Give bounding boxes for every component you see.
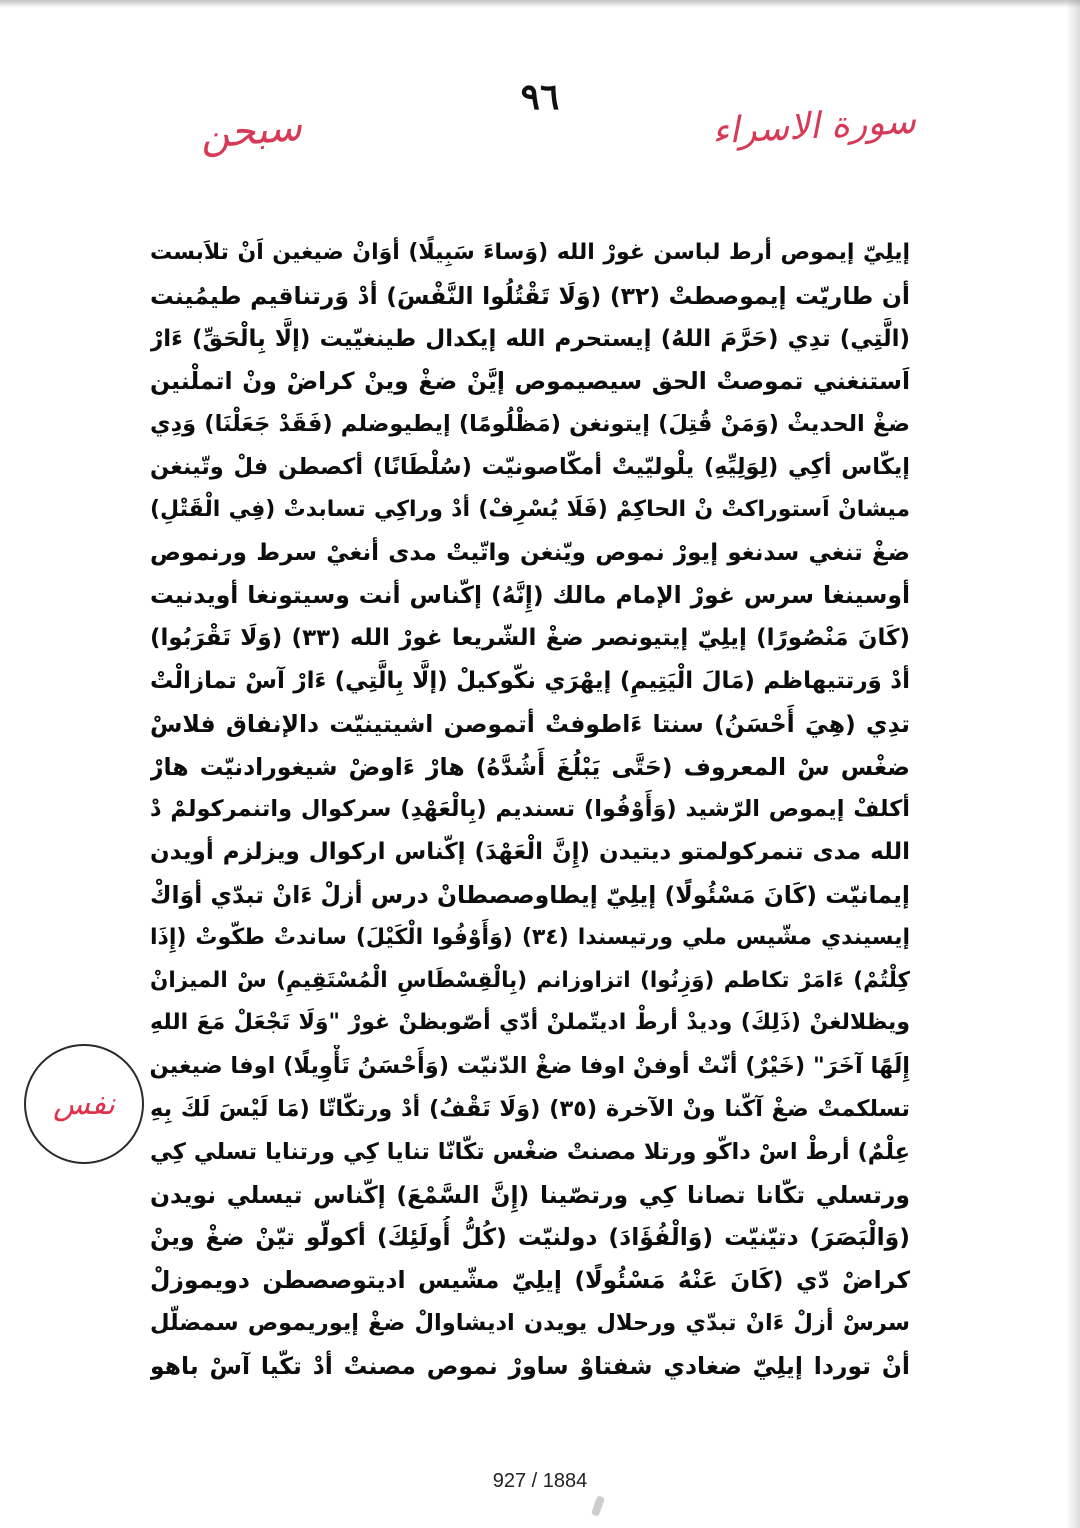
text-line: تسلكمتْ ضغْ آكّنا ونْ الآخرة (٣٥) (وَلَا تَقْفُ) أدْ ورتكّاتّا (مَا لَيْسَ لَكَ بِهِ xyxy=(150,1095,910,1122)
scan-edge-shadow xyxy=(1066,0,1080,1528)
margin-note: نفس xyxy=(53,1086,115,1122)
handwritten-surah-title: سورة الاسراء xyxy=(711,100,917,153)
text-line: إيكّاس أكِي (لِوَلِيِّهِ) يلْوليّيتْ أمكّاصونيّت (سُلْطَانًا) أكصطن فلْ وتّينغن xyxy=(150,453,910,480)
text-line: أكلفْ إيموص الرّشيد (وَأَوْفُوا) تسنديم (بِالْعَهْدِ) سركوال واتنمركولمْ دْ xyxy=(150,796,910,823)
text-line: عِلْمٌ) أرطْ اسْ داكّو ورتلا مصنتْ ضغْس تكّانّا تنايا كِي ورتنايا تسلي كِي xyxy=(150,1138,910,1165)
text-line: كراضْ دّي (كَانَ عَنْهُ مَسْئُولًا) إيلِيّ مشّيس اديتوصصطن دويموزلْ xyxy=(150,1266,910,1295)
text-line: الله مدى تنمركولمتو ديتيدن (إِنَّ الْعَهْدَ) إكّناس اركوال ويزلزم أويدن xyxy=(150,839,910,866)
scan-top-shadow xyxy=(0,0,1080,8)
text-line: ورتسلي تكّانا تصانا كِي ورتصّينا (إِنَّ السَّمْعَ) إكّناس تيسلي نويدن xyxy=(150,1180,910,1209)
text-line: ويظلالغنْ (ذَلِكَ) وديدْ أرطْ اديتّملنْ أدّي أصّوبظنْ غورْ "وَلَا تَجْعَلْ مَعَ اللهِ xyxy=(150,1010,910,1036)
page-number: ٩٦ xyxy=(520,76,560,118)
text-line: كِلْتُمْ) ءَامَرْ تكاطم (وَزِنُوا) اتزاوزانم (بِالْقِسْطَاسِ الْمُسْتَقِيمِ) سْ الميزانْ xyxy=(150,967,910,993)
text-line: ضغْ تنغي سدنغو إيورْ نموص ويّنغن واتّيتْ مدى أنغيْ سرط ورنموص xyxy=(150,539,910,566)
text-line: إيلِيّ إيموص أرط لباسن غورْ الله (وَساءَ سَبِيلًا) أوَانْ ضيغين اَنْ تلاَبست xyxy=(150,240,910,265)
text-line: ضغْس سْ المعروف (حَتَّى يَبْلُغَ أَشُدَّهُ) هارْ ءَاوضْ شيغورادنيّت هارْ xyxy=(150,752,910,781)
text-line: أنْ توردا إيلِيّ ضغادي شفتاوْ ساورْ نموص مصنتْ أدْ تكّيا آسْ باهو xyxy=(150,1351,910,1380)
text-line: إِلَهًا آخَرَ" (خَيْرٌ) أنّتْ أوفنْ اوفا ضغْ الدّنيّت (وَأَحْسَنُ تَأْوِيلًا) اوفا ضيغين xyxy=(150,1053,910,1080)
text-line: ضغْ الحديثْ (وَمَنْ قُتِلَ) إيتونغن (مَظْلُومًا) إيطيوضلم (فَقَدْ جَعَلْنَا) وَدِي xyxy=(150,411,910,438)
text-line: أوسينغا سرس غورْ الإمام مالك (إِنَّهُ) إكّناس أنت وسيتونغا أويدنيت xyxy=(150,581,910,610)
text-line: أدْ وَرتتيهاظم (مَالَ الْيَتِيمِ) إيهْرَي نكّوكيلْ (إلَّا بِالَّتِي) ءَارْ آسْ تمازالْتْ xyxy=(150,667,910,694)
text-line: أن طاريّت إيموصطتْ (٣٢) (وَلَا تَقْتُلُوا النَّفْسَ) أدْ وَرتناقيم طيمُينت xyxy=(150,281,910,310)
text-line: (الَّتِي) تدِي (حَرَّمَ اللهُ) إيستحرم الله إيكدال طينغيّيت (إلَّا بِالْحَقِّ) ءَارْ xyxy=(150,325,910,352)
text-line: (كَانَ مَنْصُورًا) إيلِيّ إيتيونصر ضغْ الشّريعا غورْ الله (٣٣) (وَلَا تَقْرَبُوا) xyxy=(150,625,910,652)
text-line: تدِي (هِيَ أَحْسَنُ) سنتا ءَاطوفتْ أتموصن اشيتينيّت دالإنفاق فلاسْ xyxy=(150,709,910,738)
text-line: (وَالْبَصَرَ) دتيّنيّت (وَالْفُؤَادَ) دولنيّت (كُلُّ أُولَئِكَ) أكولّو تيّنْ ضغْ وينْ xyxy=(150,1223,910,1252)
page-indicator: 927 / 1884 xyxy=(492,1470,588,1492)
text-line: إيسيندي مشّيس ملي ورتيسندا (٣٤) (وَأَوْفُوا الْكَيْلَ) ساندتْ طكّوتْ (إِذَا xyxy=(150,924,910,950)
text-line: سرسْ أزلْ ءَانْ تبدّي ورحلال يويدن اديشاوالْ ضغْ إيوريموص سمضلّل xyxy=(150,1309,910,1336)
arabic-body-text xyxy=(150,232,910,1388)
handwritten-annotation-left: سبحن xyxy=(198,103,304,159)
text-line: اَستنغني تموصتْ الحق سيصيموص إيَّنْ ضغْ وينْ كراضْ ونْ اتملْنين xyxy=(150,367,910,396)
scan-smudge xyxy=(591,1495,605,1517)
text-line: ميشانْ اَستوراكتْ نْ الحاكِمْ (فَلَا يُسْرِفْ) أدْ وراكِي تسابدتْ (فِي الْقَتْلِ) xyxy=(150,496,910,522)
text-line: إيمانيّت (كَانَ مَسْئُولًا) إيلِيّ إيطاوصصطانْ درس أزلْ ءَانْ تبدّي أوَاكْ xyxy=(150,880,910,909)
